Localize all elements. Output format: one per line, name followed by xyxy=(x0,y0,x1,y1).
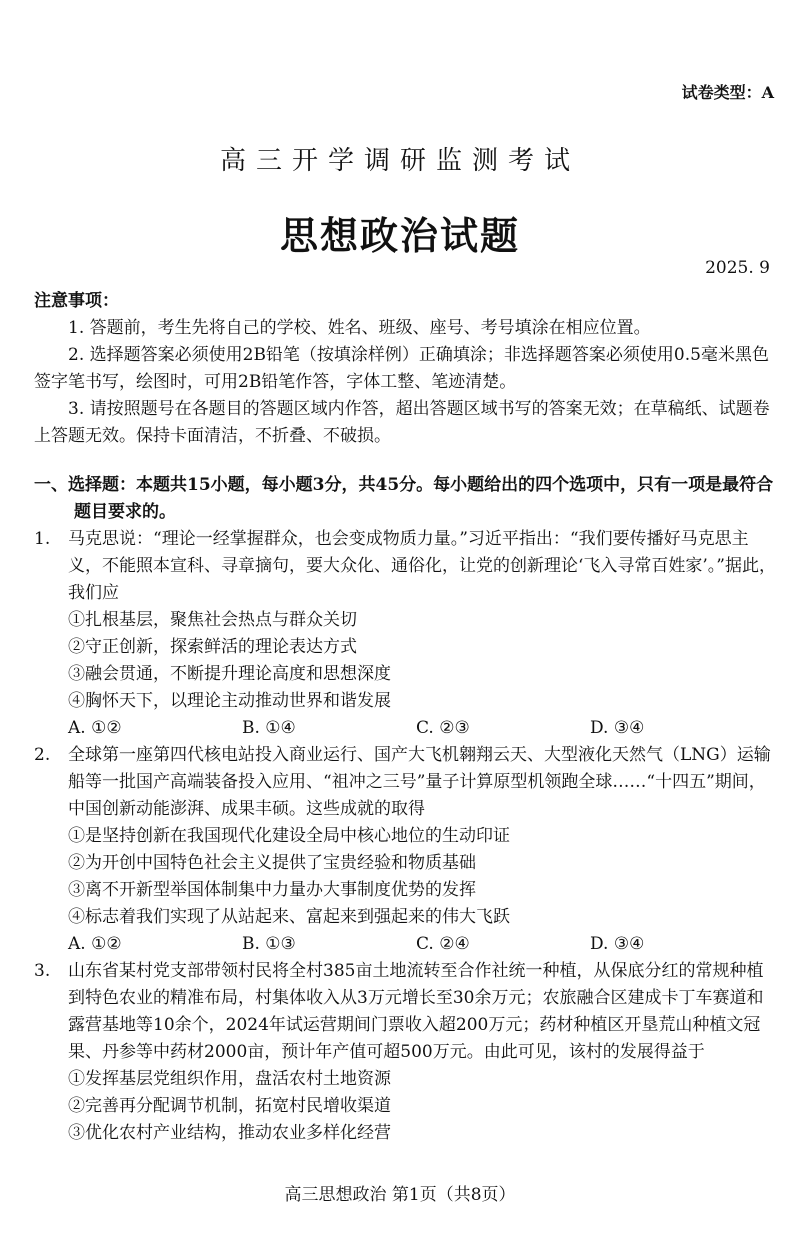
statement-option: ①是坚持创新在我国现代化建设全局中核心地位的生动印证 xyxy=(68,826,510,846)
statement-option: ③融会贯通，不断提升理论高度和思想深度 xyxy=(68,664,391,684)
question-number: 1. xyxy=(34,529,51,549)
choice-c: C. ②④ xyxy=(416,934,470,954)
section-heading: 一、选择题：本题共15小题，每小题3分，共45分。每小题给出的四个选项中，只有一项是最符合题目要求的。 xyxy=(34,475,774,522)
question-stem: 山东省某村党支部带领村民将全村385亩土地流转至合作社统一种植，从保底分红的常规种植到特色农业的精准布局，村集体收入从3万元增长至30余万元；农旅融合区建成卡丁车赛道和露营基地等10余个，2024年试运营期间门票收入超200万元；药材种植区开垦荒山种植文冠果、丹参等中药材2000亩，预计年产值可超500万元。由此可见，该村的发展得益于 xyxy=(68,961,764,1062)
statement-option: ②为开创中国特色社会主义提供了宝贵经验和物质基础 xyxy=(68,853,476,873)
choice-c: C. ②③ xyxy=(416,718,470,738)
choice-d: D. ③④ xyxy=(590,718,645,738)
statement-option: ②完善再分配调节机制，拓宽村民增收渠道 xyxy=(68,1096,391,1116)
choice-a: A. ①② xyxy=(68,934,122,954)
choice-b: B. ①③ xyxy=(242,934,296,954)
choice-a: A. ①② xyxy=(68,718,122,738)
question-number: 3. xyxy=(34,961,51,981)
notice-heading: 注意事项： xyxy=(34,291,119,311)
notice-item: 3. 请按照题号在各题目的答题区域内作答，超出答题区域书写的答案无效；在草稿纸、试题卷上答题无效。保持卡面清洁，不折叠、不破损。 xyxy=(34,399,770,446)
exam-title: 思想政治试题 xyxy=(279,213,520,258)
question-2 xyxy=(34,742,776,823)
statement-option: ④胸怀天下，以理论主动推动世界和谐发展 xyxy=(68,691,391,711)
statement-option: ③离不开新型举国体制集中力量办大事制度优势的发挥 xyxy=(68,880,476,900)
choice-d: D. ③④ xyxy=(590,934,645,954)
page-footer: 高三思想政治 第1页（共8页） xyxy=(284,1185,516,1205)
notice-item: 2. 选择题答案必须使用2B铅笔（按填涂样例）正确填涂；非选择题答案必须使用0.5毫米黑色签字笔书写，绘图时，可用2B铅笔作答，字体工整、笔迹清楚。 xyxy=(34,345,769,392)
question-stem: 马克思说：“理论一经掌握群众，也会变成物质力量。”习近平指出：“我们要传播好马克思主义，不能照本宣科、寻章摘句，要大众化、通俗化，让党的创新理论‘飞入寻常百姓家’。”据此，我们应 xyxy=(68,529,776,603)
paper-type-label: 试卷类型：A xyxy=(681,83,774,102)
statement-option: ①发挥基层党组织作用，盘活农村土地资源 xyxy=(68,1069,391,1089)
statement-option: ①扎根基层，聚焦社会热点与群众关切 xyxy=(68,610,357,630)
exam-date: 2025. 9 xyxy=(705,258,770,278)
answer-choices xyxy=(34,931,776,958)
exam-content xyxy=(34,288,776,1147)
answer-choices xyxy=(34,715,776,742)
question-number: 2. xyxy=(34,745,51,765)
question-1 xyxy=(34,526,776,607)
choice-b: B. ①④ xyxy=(242,718,296,738)
question-3 xyxy=(34,958,776,1066)
exam-subtitle: 高三开学调研监测考试 xyxy=(219,146,580,176)
question-stem: 全球第一座第四代核电站投入商业运行、国产大飞机翱翔云天、大型液化天然气（LNG）运输船等一批国产高端装备投入应用、“祖冲之三号”量子计算原型机领跑全球……“十四五”期间，中国创新动能澎湃、成果丰硕。这些成就的取得 xyxy=(68,745,771,819)
statement-option: ②守正创新，探索鲜活的理论表达方式 xyxy=(68,637,357,657)
statement-option: ③优化农村产业结构，推动农业多样化经营 xyxy=(68,1123,391,1143)
statement-option: ④标志着我们实现了从站起来、富起来到强起来的伟大飞跃 xyxy=(68,907,510,927)
notice-item: 1. 答题前，考生先将自己的学校、姓名、班级、座号、考号填涂在相应位置。 xyxy=(68,318,651,338)
